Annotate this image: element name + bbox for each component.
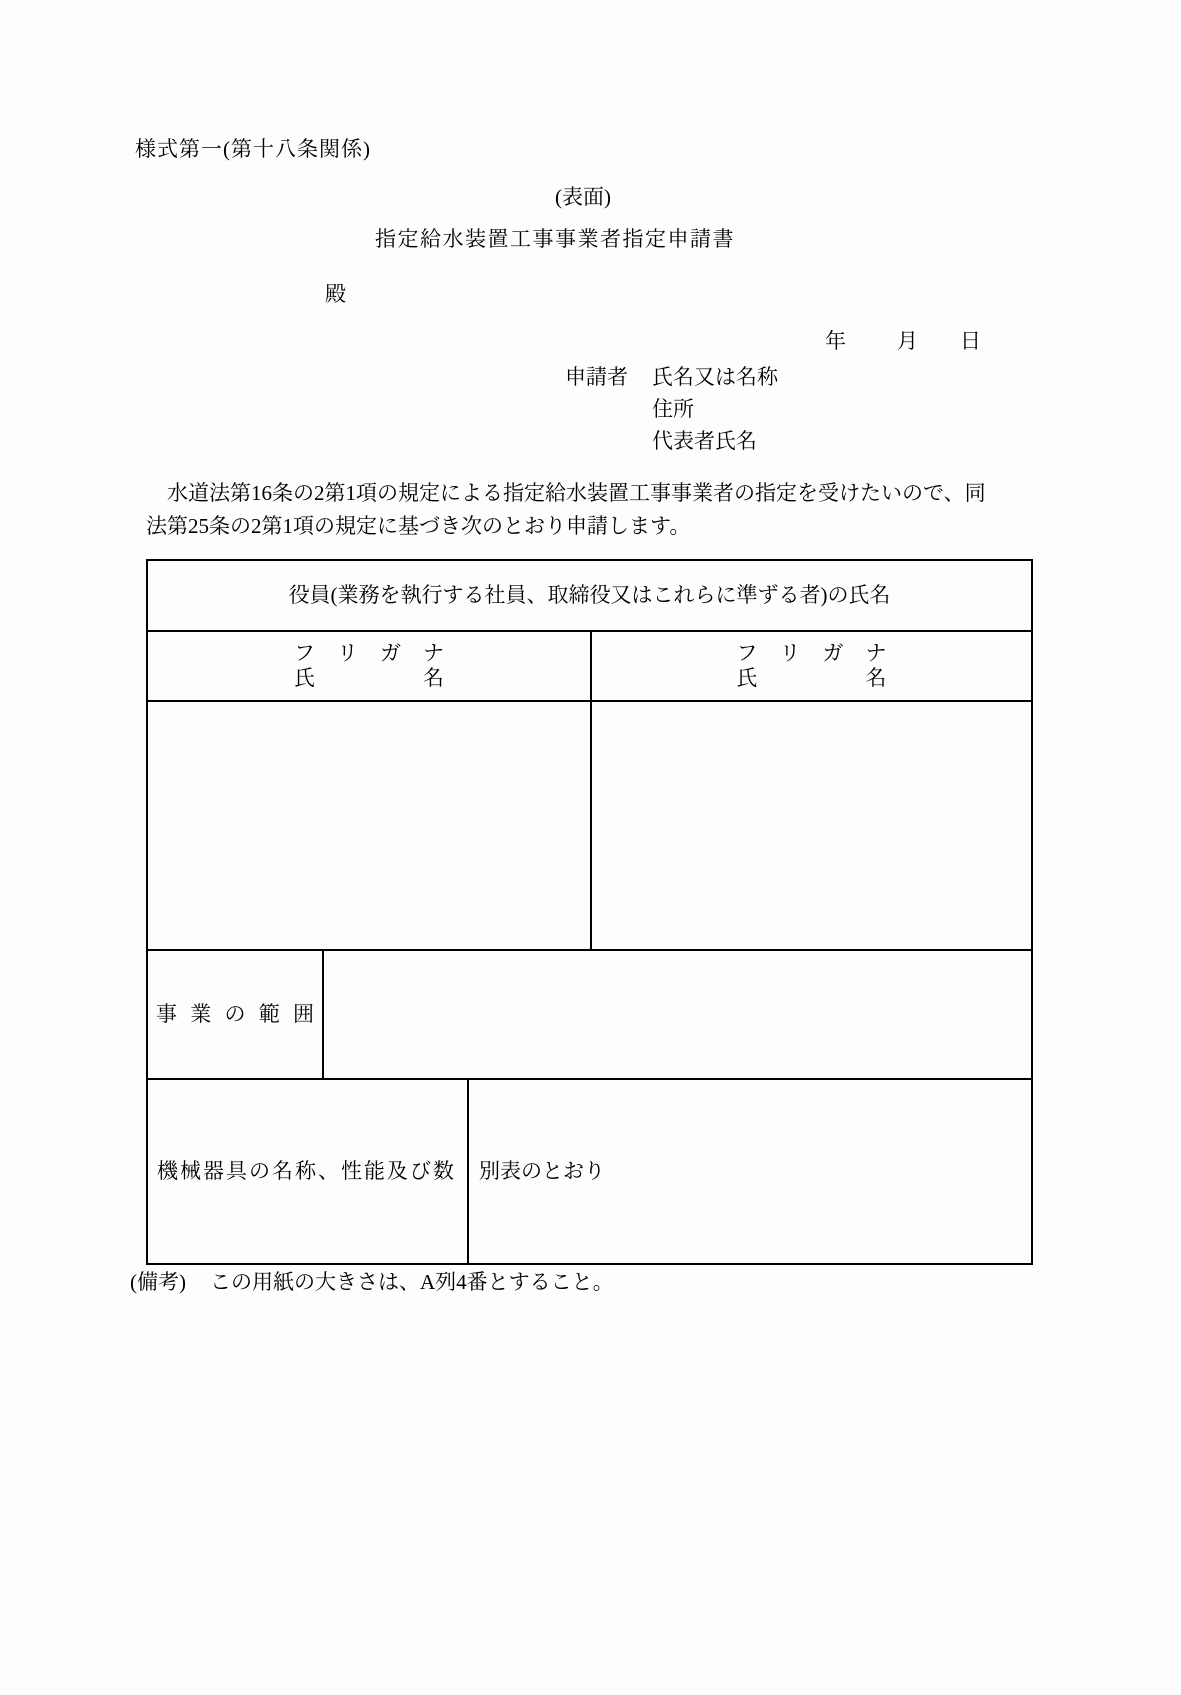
furigana-cell-left: [148, 632, 592, 700]
remarks-text: この用紙の大きさは、A列4番とすること。: [210, 1270, 614, 1294]
machinery-value-cell: [469, 1080, 1031, 1263]
furigana-cell-right: [592, 632, 1031, 700]
officer-name-blank-left: [148, 702, 592, 949]
statement-line-2: 法第25条の2第1項の規定に基づき次のとおり申請します。: [146, 514, 691, 538]
furigana-label: フ リ ガ ナ: [736, 641, 887, 665]
furigana-header-row: [148, 632, 1031, 702]
furigana-label: フ リ ガ ナ: [294, 641, 444, 665]
applicant-label: 申請者: [565, 365, 628, 389]
business-scope-row: [148, 951, 1031, 1080]
machinery-label-cell: [148, 1080, 469, 1263]
officers-header-label: 役員(業務を執行する社員、取締役又はこれらに準ずる者)の氏名: [288, 583, 891, 607]
surface-label: (表面): [555, 185, 611, 209]
remarks-note: [130, 1272, 614, 1293]
name-label: 氏 名: [736, 666, 887, 690]
remarks-label: (備考): [130, 1270, 186, 1294]
date-day-label: 日: [960, 329, 981, 353]
form-number: 様式第一(第十八条関係): [135, 137, 371, 161]
machinery-label: 機械器具の名称、性能及び数: [157, 1159, 456, 1183]
business-scope-blank: [324, 951, 1031, 1078]
machinery-value: 別表のとおり: [479, 1159, 605, 1183]
officers-header-row: [148, 561, 1031, 632]
date-year-label: 年: [825, 329, 846, 353]
statement-line-1: 水道法第16条の2第1項の規定による指定給水装置工事事業者の指定を受けたいので、同: [146, 481, 986, 505]
applicant-name-label: 氏名又は名称: [652, 365, 778, 389]
officers-table: [146, 559, 1033, 1265]
machinery-row: [148, 1080, 1031, 1263]
business-scope-label: 事 業 の 範 囲: [156, 1002, 314, 1026]
business-scope-label-cell: [148, 951, 324, 1078]
officer-name-blank-right: [592, 702, 1031, 949]
addressee-suffix: 殿: [325, 282, 346, 306]
applicant-representative-label: 代表者氏名: [652, 429, 757, 453]
application-statement: [146, 477, 1046, 543]
officer-names-row: [148, 702, 1031, 951]
name-label: 氏 名: [294, 666, 444, 690]
date-month-label: 月: [897, 329, 918, 353]
document-title: 指定給水装置工事事業者指定申請書: [375, 227, 735, 251]
applicant-address-label: 住所: [652, 397, 694, 421]
